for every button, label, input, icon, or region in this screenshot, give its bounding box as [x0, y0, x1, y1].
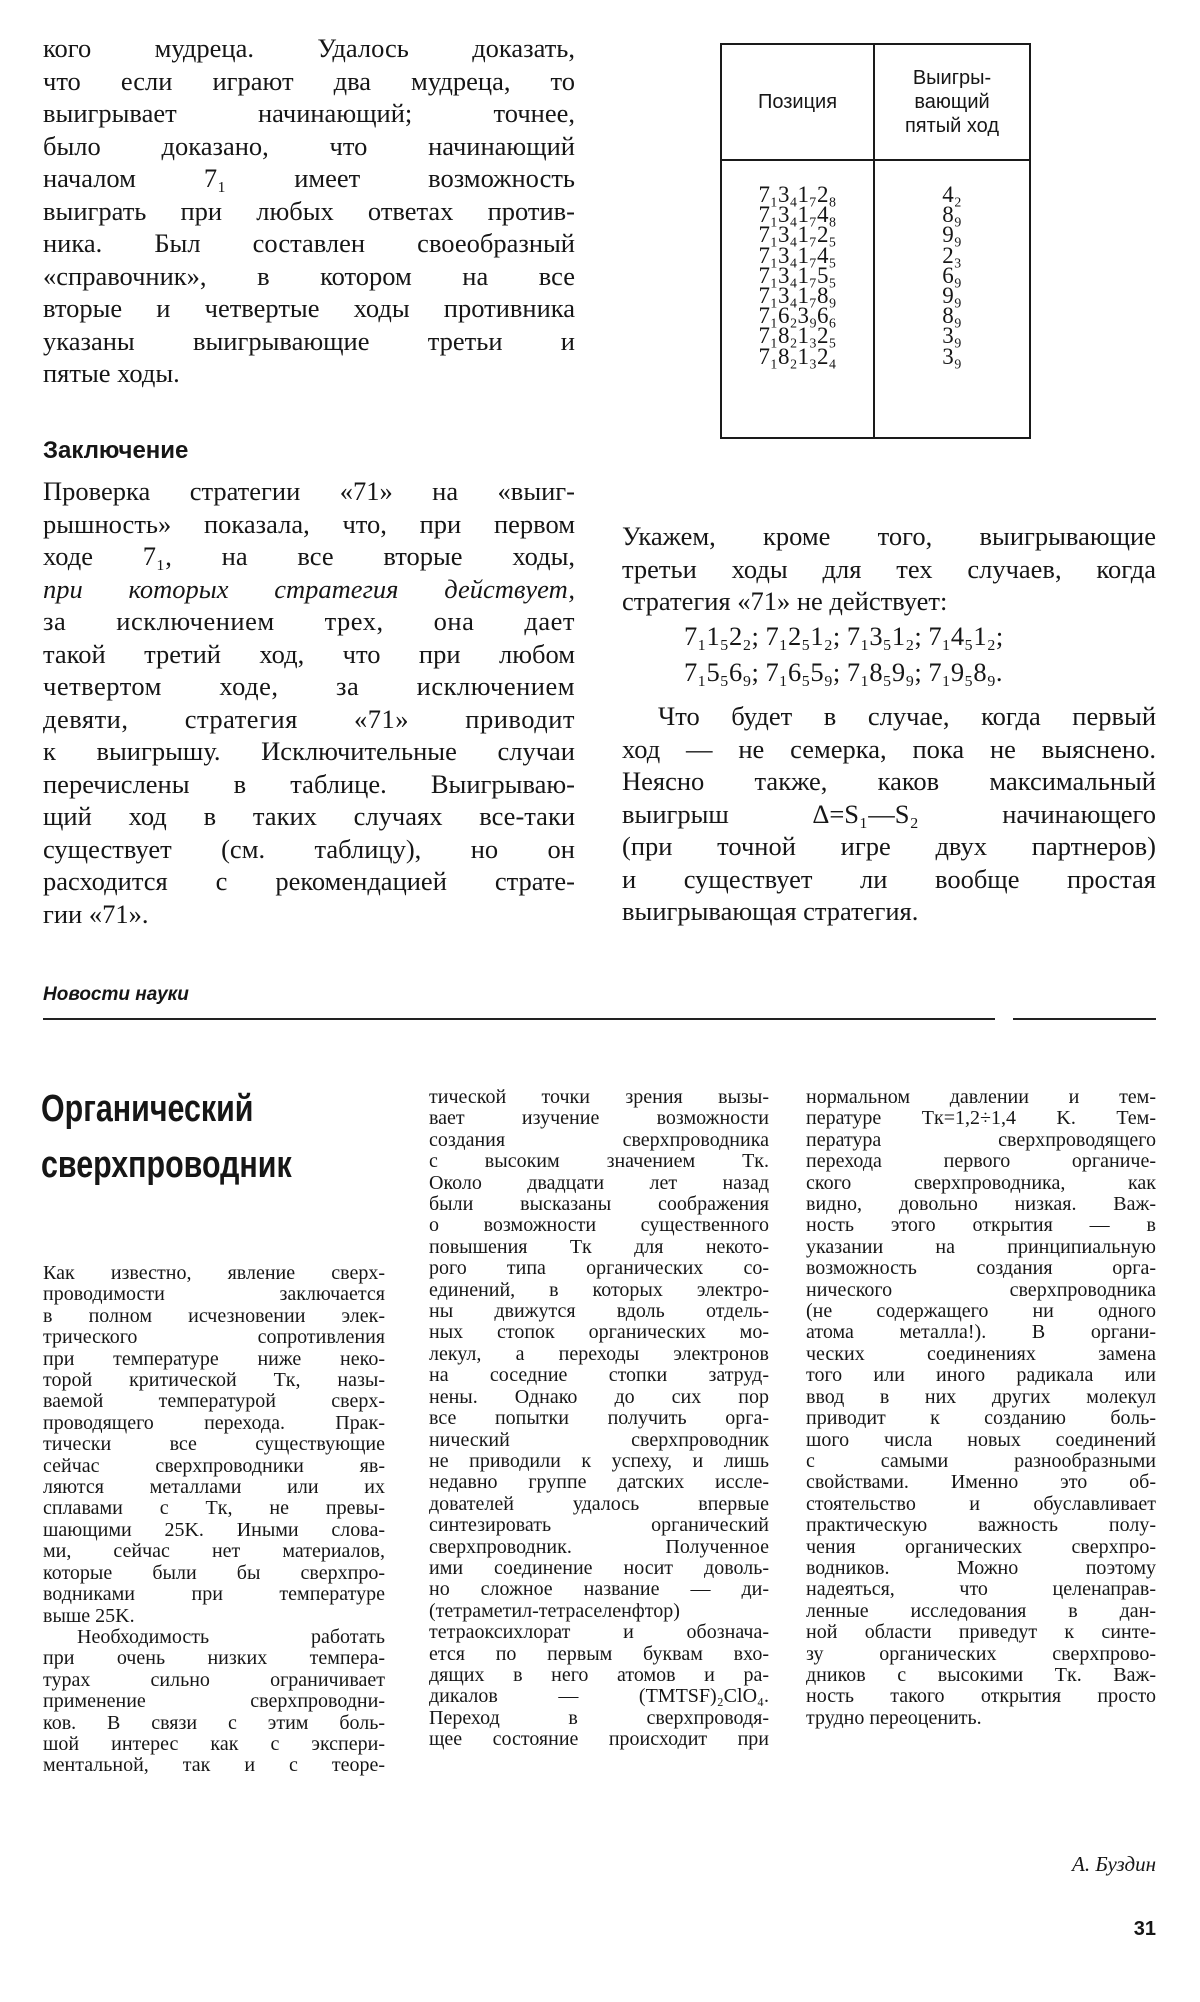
intro-paragraph — [43, 32, 575, 390]
table-cell-winning-move: 6₉ — [942, 262, 962, 288]
article-column-3 — [806, 1087, 1156, 1729]
text-line: при которых стратегия действует, — [43, 573, 575, 604]
text-line: трудно переоценить. — [806, 1706, 982, 1729]
formula-line: 7₁1₅2₂; 7₁2₅1₂; 7₁3₅1₂; 7₁4₅1₂; — [684, 621, 1004, 651]
table-header-winning-fifth-move — [874, 44, 1030, 160]
text-line: ми, сейчас нет материалов, — [43, 1540, 385, 1563]
text-line: кого мудреца. Удалось доказать, — [43, 33, 575, 63]
table-cell-position: 7₁3₄1₇8₉ — [758, 283, 837, 309]
text-line: Укажем, кроме того, выигрывающие — [622, 521, 1156, 551]
table-cell-winning-move: 8₉ — [942, 303, 962, 329]
text-line: гии «71». — [43, 898, 149, 929]
positions-column — [721, 160, 874, 438]
text-line: ского сверхпроводника, как — [806, 1171, 1156, 1194]
table-header-line: Выигры- — [912, 67, 992, 89]
text-line: (тетраметил-тетраселенфтор) — [429, 1599, 680, 1622]
conclusion-heading: Заключение — [43, 437, 189, 464]
text-line: свойствами. Именно это об- — [806, 1471, 1156, 1494]
text-line: выигрыш Δ=S₁—S₂ начинающего — [622, 798, 1156, 829]
text-line: третьи ходы для тех случаев, когда — [622, 553, 1156, 584]
text-line: проводимости заключается — [43, 1283, 385, 1306]
table-cell-position: 7₁8₂1₃2₄ — [758, 343, 837, 369]
text-line: дователей удалось впервые — [429, 1492, 769, 1515]
text-line: не приводили к успеху, и лишь — [429, 1449, 769, 1472]
text-line: ность этого открытия — в — [806, 1214, 1156, 1237]
article-title-line: сверхпроводник — [41, 1144, 292, 1186]
text-line: создания сверхпроводника — [429, 1128, 769, 1151]
text-line: все попытки получить орга- — [429, 1407, 769, 1430]
text-line: перечислены в таблице. Выигрываю- — [43, 768, 575, 799]
text-line: тической точки зрения вызы- — [429, 1086, 769, 1108]
table-cell-position: 7₁3₄1₇2₅ — [758, 222, 837, 248]
text-line: «справочник», в котором на все — [43, 260, 575, 291]
text-line: к выигрышу. Исключительные случаи — [43, 736, 575, 766]
text-line: Необходимость работать — [77, 1625, 385, 1648]
text-line: нический сверхпроводник — [429, 1428, 769, 1451]
table-cell-position: 7₁3₄1₇5₅ — [758, 262, 837, 288]
table-cell-winning-move: 9₉ — [942, 222, 962, 248]
text-line: сверхпроводник. Полученное — [429, 1535, 769, 1558]
text-line: шающими 25K. Иными слова- — [43, 1518, 385, 1541]
right-paragraph-exceptions — [622, 520, 1156, 618]
table-cell-winning-move: 8₉ — [942, 202, 962, 228]
text-line: указании на принципиальную — [806, 1235, 1156, 1258]
text-line: турах сильно ограничивает — [43, 1668, 385, 1691]
text-line: Проверка стратегии «71» на «выиг- — [43, 476, 575, 506]
text-line: того или иного радикала или — [806, 1364, 1156, 1387]
text-line: стратегия «71» не действует: — [622, 586, 948, 616]
text-line: были высказаны соображения — [429, 1193, 769, 1216]
text-line: что если играют два мудреца, то — [43, 65, 575, 96]
article-column-1 — [43, 1263, 385, 1777]
text-line: пературе Tк=1,2÷1,4 K. Тем- — [806, 1107, 1156, 1130]
text-line: указаны выигрывающие третьи и — [43, 325, 575, 356]
text-line: ход — не семерка, пока не выяснено. — [622, 733, 1156, 764]
article-col1-para1 — [43, 1263, 385, 1627]
text-line: ных стопок органических мо- — [429, 1321, 769, 1344]
text-line: недавно группе датских иссле- — [429, 1471, 769, 1494]
article-column-2 — [429, 1087, 769, 1751]
text-line: началом 7₁ имеет возможность — [43, 163, 575, 193]
text-line: выше 25K. — [43, 1604, 135, 1627]
text-line: Около двадцати лет назад — [429, 1171, 769, 1194]
table-cell-position: 7₁3₄1₇2₈ — [758, 182, 837, 207]
text-line: тетраоксихлорат и обознача- — [429, 1621, 769, 1644]
page-number: 31 — [1133, 1918, 1156, 1940]
text-line: щее состояние происходит при — [429, 1728, 769, 1751]
text-line: Неясно также, каков максимальный — [622, 766, 1156, 796]
text-line: шого числа новых соединений — [806, 1428, 1156, 1451]
text-line: повышения Tк для некото- — [429, 1235, 769, 1258]
text-line: расходится с рекомендацией страте- — [43, 866, 575, 896]
text-line: вает изучение возможности — [429, 1107, 769, 1130]
article-title-line: Органический — [41, 1088, 254, 1130]
text-line: проводящего перехода. Прак- — [43, 1411, 385, 1434]
text-line: применение сверхпроводни- — [43, 1690, 385, 1713]
text-line: сейчас сверхпроводники яв- — [43, 1454, 385, 1477]
text-line: ется по первым буквам вхо- — [429, 1642, 769, 1665]
text-line: приводит к созданию боль- — [806, 1407, 1156, 1430]
text-line: ной области приведут к синте- — [806, 1621, 1156, 1644]
text-line: нены. Однако до сих пор — [429, 1385, 769, 1408]
text-line: надеяться, что целенаправ- — [806, 1578, 1156, 1601]
table-cell-position: 7₁8₂1₃2₅ — [758, 323, 837, 349]
text-line: ленные исследования в дан- — [806, 1599, 1156, 1622]
winning-moves-column — [874, 160, 1030, 438]
text-line: пература сверхпроводящего — [806, 1128, 1156, 1151]
text-line: дящих в него атомов и ра- — [429, 1663, 769, 1686]
text-line: водников. Можно поэтому — [806, 1556, 1156, 1579]
table-header-line: вающий — [914, 91, 990, 113]
text-line: ходе 7₁, на все вторые ходы, — [43, 541, 575, 571]
formula-line: 7₁5₅6₉; 7₁6₅5₉; 7₁8₅9₉; 7₁9₅8₉. — [684, 657, 1003, 687]
text-line: лекул, а переходы электронов — [429, 1342, 769, 1365]
table-cell-winning-move: 3₉ — [942, 343, 962, 369]
text-line: тически все существующие — [43, 1433, 385, 1456]
text-line: вторые и четвертые ходы противника — [43, 293, 575, 323]
text-line: выигрывающая стратегия. — [622, 896, 919, 926]
text-line: торой критической Tк, назы- — [43, 1369, 385, 1392]
text-line: которые были бы сверхпро- — [43, 1561, 385, 1584]
section-rule — [43, 1018, 995, 1020]
text-line: ны движутся вдоль отдель- — [429, 1300, 769, 1323]
text-line: ческих соединениях замена — [806, 1342, 1156, 1365]
section-rule-end — [1013, 1018, 1156, 1020]
text-line: рышность» показала, что, при первом — [43, 508, 575, 539]
table-cell-winning-move: 2₃ — [942, 242, 962, 268]
text-line: ментальной, так и с теоре- — [43, 1754, 385, 1777]
author-signature: А. Буздин — [1072, 1852, 1156, 1876]
text-line: четвертом ходе, за исключением — [43, 671, 575, 701]
text-line: такой третий ход, что при любом — [43, 638, 575, 669]
text-line: о возможности существенного — [429, 1214, 769, 1237]
text-line: Переход в сверхпроводя- — [429, 1706, 769, 1729]
conclusion-paragraph — [43, 475, 575, 930]
section-label: Новости науки — [43, 984, 189, 1005]
text-line: ков. В связи с этим боль- — [43, 1711, 385, 1734]
table-header-line: пятый ход — [904, 115, 1000, 137]
text-line: единений, в которых электро- — [429, 1278, 769, 1301]
text-line: пятые ходы. — [43, 358, 180, 388]
text-line: зу органических сверхпрово- — [806, 1642, 1156, 1665]
text-line: в полном исчезновении элек- — [43, 1304, 385, 1327]
text-line: ляются металлами или их — [43, 1476, 385, 1499]
text-line: и существует ли вообще простая — [622, 863, 1156, 894]
text-line: стоятельство и обуславливает — [806, 1492, 1156, 1515]
text-line: выиграть при любых ответах против- — [43, 195, 575, 226]
table-cell-winning-move: 3₉ — [942, 323, 962, 349]
text-line: ими соединение носит доволь- — [429, 1556, 769, 1579]
text-line: ность такого открытия просто — [806, 1685, 1156, 1708]
text-line: щий ход в таких случаях все-таки — [43, 801, 575, 831]
formula-block — [684, 618, 1164, 690]
article-title — [41, 1081, 292, 1193]
text-line: дикалов — (TMTSF)₂ClO₄. — [429, 1685, 769, 1708]
text-line: было доказано, что начинающий — [43, 130, 575, 161]
text-line: с высоким значением Tк. — [429, 1150, 769, 1173]
text-line: чения органических сверхпро- — [806, 1535, 1156, 1558]
text-line: ваемой температурой сверх- — [43, 1390, 385, 1413]
text-line: Как известно, явление сверх- — [43, 1262, 385, 1284]
text-line: выигрывает начинающий; точнее, — [43, 98, 575, 128]
text-line: сплавами с Tк, не превы- — [43, 1497, 385, 1520]
table-cell-winning-move: 9₉ — [942, 283, 962, 309]
text-line: дников с высокими Tк. Важ- — [806, 1663, 1156, 1686]
text-line: при очень низких темпера- — [43, 1647, 385, 1670]
text-line: (при точной игре двух партнеров) — [622, 831, 1156, 861]
table-cell-position: 7₁3₄1₇4₈ — [758, 202, 837, 228]
text-line: ввод в них других молекул — [806, 1385, 1156, 1408]
table-cell-position: 7₁3₄1₇4₅ — [758, 242, 837, 268]
text-line: атома металла!). В органи- — [806, 1321, 1156, 1344]
text-line: трического сопротивления — [43, 1326, 385, 1349]
text-line: возможность создания орга- — [806, 1257, 1156, 1280]
table-cell-position: 7₁6₂3₉6₆ — [758, 303, 837, 329]
article-col1-para2 — [43, 1627, 385, 1777]
text-line: но сложное название — ди- — [429, 1578, 769, 1601]
text-line: Что будет в случае, когда первый — [658, 701, 1156, 731]
positions-table — [720, 43, 1031, 439]
text-line: видно, довольно низкая. Важ- — [806, 1193, 1156, 1216]
text-line: на соседние стопки затруд- — [429, 1364, 769, 1387]
text-line: водниками при температуре — [43, 1583, 385, 1606]
text-line: рого типа органических со- — [429, 1257, 769, 1280]
right-paragraph-open-questions — [622, 700, 1156, 928]
text-line: существует (см. таблицу), но он — [43, 833, 575, 864]
text-line: с самыми разнообразными — [806, 1449, 1156, 1472]
text-line: шой интерес как с экспери- — [43, 1732, 385, 1755]
text-line: при температуре ниже неко- — [43, 1347, 385, 1370]
text-line: (не содержащего ни одного — [806, 1300, 1156, 1323]
text-line: за исключением трех, она дает — [43, 606, 575, 636]
text-line: практическую важность полу- — [806, 1514, 1156, 1537]
text-line: нического сверхпроводника — [806, 1278, 1156, 1301]
table-cell-winning-move: 4₂ — [942, 182, 962, 207]
text-line: ника. Был составлен своеобразный — [43, 228, 575, 258]
text-line: синтезировать органический — [429, 1514, 769, 1537]
table-header-position — [721, 44, 874, 160]
text-line: девяти, стратегия «71» приводит — [43, 703, 575, 734]
table-header-line: Позиция — [757, 91, 838, 113]
text-line: нормальном давлении и тем- — [806, 1086, 1156, 1108]
text-line: перехода первого органиче- — [806, 1150, 1156, 1173]
